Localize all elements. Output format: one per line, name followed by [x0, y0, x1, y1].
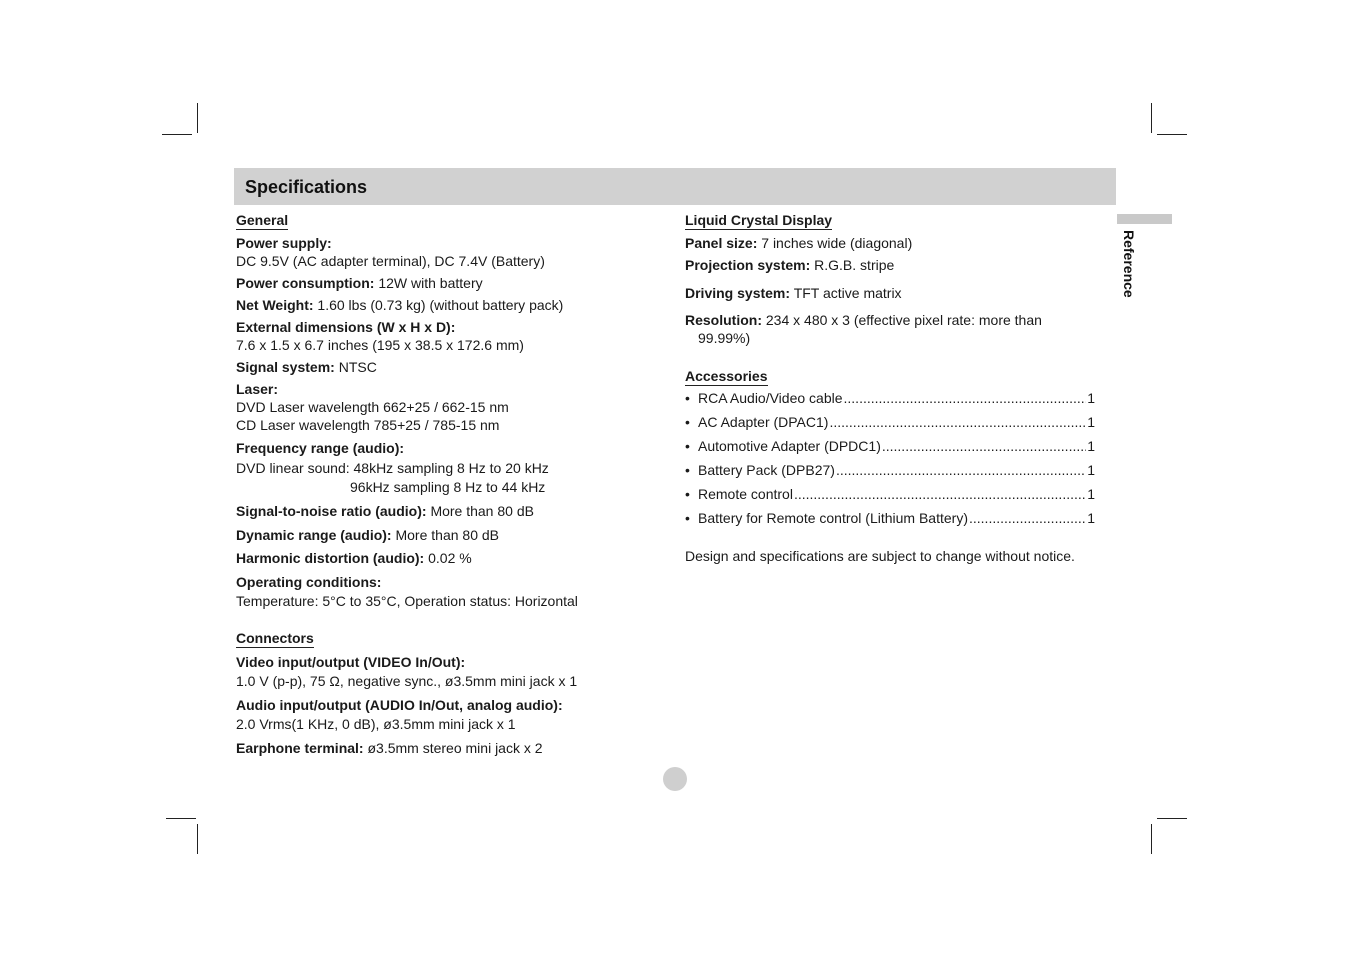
spec-label: Earphone terminal:: [236, 740, 364, 756]
spec-laser: [236, 380, 656, 434]
section-heading-lcd: Liquid Crystal Display: [685, 212, 833, 228]
list-item: [685, 485, 1095, 509]
list-item: [685, 437, 1095, 461]
list-item: [685, 461, 1095, 485]
spec-label: Dynamic range (audio):: [236, 527, 392, 543]
bullet: •: [685, 486, 690, 502]
spec-operating: [236, 573, 656, 610]
spec-label: Projection system:: [685, 257, 811, 273]
bullet: •: [685, 390, 690, 406]
spec-value: DVD Laser wavelength 662+25 / 662-15 nm: [236, 399, 509, 415]
spec-label: Driving system:: [685, 285, 791, 301]
spec-value: 1.0 V (p-p), 75 Ω, negative sync., ø3.5mm mini jack x 1: [236, 673, 578, 689]
bullet: •: [685, 462, 690, 478]
right-column: [685, 211, 1095, 565]
spec-value: CD Laser wavelength 785+25 / 785-15 nm: [236, 417, 500, 433]
accessory-name: Battery for Remote control (Lithium Battery): [698, 510, 968, 526]
crop-mark: [1151, 824, 1152, 854]
spec-power-supply: [236, 234, 656, 270]
spec-label: Operating conditions:: [236, 574, 382, 590]
spec-value: 96kHz sampling 8 Hz to 44 kHz: [350, 479, 546, 495]
accessory-name: Remote control: [698, 486, 793, 502]
spec-value: 7.6 x 1.5 x 6.7 inches (195 x 38.5 x 172.6 mm): [236, 337, 524, 353]
side-tab: [1117, 214, 1172, 224]
spec-label: Power supply:: [236, 235, 332, 251]
notice-text: Design and specifications are subject to change without notice.: [685, 548, 1075, 564]
spec-value: 12W with battery: [378, 275, 483, 291]
spec-value: R.G.B. stripe: [814, 257, 895, 273]
spec-label: External dimensions (W x H x D):: [236, 319, 456, 335]
spec-label: Signal-to-noise ratio (audio):: [236, 503, 427, 519]
spec-value: 2.0 Vrms(1 KHz, 0 dB), ø3.5mm mini jack x 1: [236, 716, 516, 732]
crop-mark: [197, 103, 198, 133]
spec-label: Laser:: [236, 381, 279, 397]
spec-value: More than 80 dB: [430, 503, 534, 519]
spec-net-weight: [236, 296, 656, 314]
spec-panel-size: [685, 234, 1095, 252]
accessory-qty: 1: [1087, 462, 1095, 478]
spec-value: DC 9.5V (AC adapter terminal), DC 7.4V (Battery): [236, 253, 545, 269]
crop-mark: [162, 134, 192, 135]
spec-label: Video input/output (VIDEO In/Out):: [236, 654, 466, 670]
section-heading-general: General: [236, 212, 289, 228]
crop-mark: [197, 824, 198, 854]
spec-dimensions: [236, 318, 656, 354]
spec-driving: [685, 284, 1095, 302]
bullet: •: [685, 510, 690, 526]
spec-value: TFT active matrix: [793, 285, 902, 301]
spec-video-io: [236, 653, 656, 690]
spec-value: More than 80 dB: [395, 527, 499, 543]
leader-dots: [969, 509, 1086, 527]
header-bar: [234, 168, 1116, 205]
accessory-qty: 1: [1087, 510, 1095, 526]
crop-mark: [1151, 103, 1152, 133]
section-heading-accessories: Accessories: [685, 368, 768, 384]
list-item: [685, 413, 1095, 437]
page-number-dot: [663, 767, 687, 791]
spec-frequency: [236, 439, 656, 496]
list-item: [685, 509, 1095, 533]
bullet: •: [685, 438, 690, 454]
accessory-name: AC Adapter (DPAC1): [698, 414, 829, 430]
spec-resolution: [685, 311, 1095, 347]
spec-label: Net Weight:: [236, 297, 314, 313]
section-heading-connectors: Connectors: [236, 630, 314, 646]
crop-mark: [1157, 818, 1187, 819]
crop-mark: [1157, 134, 1187, 135]
accessory-name: Automotive Adapter (DPDC1): [698, 438, 881, 454]
spec-value: DVD linear sound: 48kHz sampling 8 Hz to 20 kHz: [236, 460, 549, 476]
leader-dots: [836, 461, 1086, 479]
spec-label: Signal system:: [236, 359, 335, 375]
accessory-qty: 1: [1087, 438, 1095, 454]
bullet: •: [685, 414, 690, 430]
spec-snr: [236, 502, 656, 520]
spec-value: 1.60 lbs (0.73 kg) (without battery pack): [317, 297, 564, 313]
list-item: [685, 389, 1095, 413]
spec-value: NTSC: [338, 359, 377, 375]
accessory-name: RCA Audio/Video cable: [698, 390, 843, 406]
spec-value: ø3.5mm stereo mini jack x 2: [367, 740, 543, 756]
spec-label: Panel size:: [685, 235, 758, 251]
accessory-qty: 1: [1087, 486, 1095, 502]
spec-dynamic-range: [236, 526, 656, 544]
spec-value: 234 x 480 x 3 (effective pixel rate: more than: [765, 312, 1042, 328]
spec-value: 7 inches wide (diagonal): [761, 235, 913, 251]
spec-signal-system: [236, 358, 656, 376]
accessories-list: [685, 389, 1095, 533]
side-section-label: Reference: [1121, 230, 1137, 298]
left-column: [236, 211, 656, 757]
spec-value: 0.02 %: [428, 550, 472, 566]
spec-label: Resolution:: [685, 312, 762, 328]
spec-power-consumption: [236, 274, 656, 292]
leader-dots: [844, 389, 1087, 407]
page-title: Specifications: [245, 177, 368, 197]
spec-harmonic: [236, 549, 656, 567]
spec-audio-io: [236, 696, 656, 733]
accessory-qty: 1: [1087, 390, 1095, 406]
spec-value: 99.99%): [698, 330, 751, 346]
spec-label: Harmonic distortion (audio):: [236, 550, 425, 566]
accessory-name: Battery Pack (DPB27): [698, 462, 835, 478]
crop-mark: [166, 818, 196, 819]
leader-dots: [882, 437, 1086, 455]
accessory-qty: 1: [1087, 414, 1095, 430]
spec-label: Power consumption:: [236, 275, 375, 291]
spec-label: Frequency range (audio):: [236, 440, 405, 456]
leader-dots: [794, 485, 1086, 503]
leader-dots: [829, 413, 1086, 431]
spec-earphone: [236, 739, 656, 757]
spec-label: Audio input/output (AUDIO In/Out, analog audio):: [236, 697, 563, 713]
spec-projection: [685, 256, 1095, 274]
spec-value: Temperature: 5°C to 35°C, Operation status: Horizontal: [236, 593, 578, 609]
